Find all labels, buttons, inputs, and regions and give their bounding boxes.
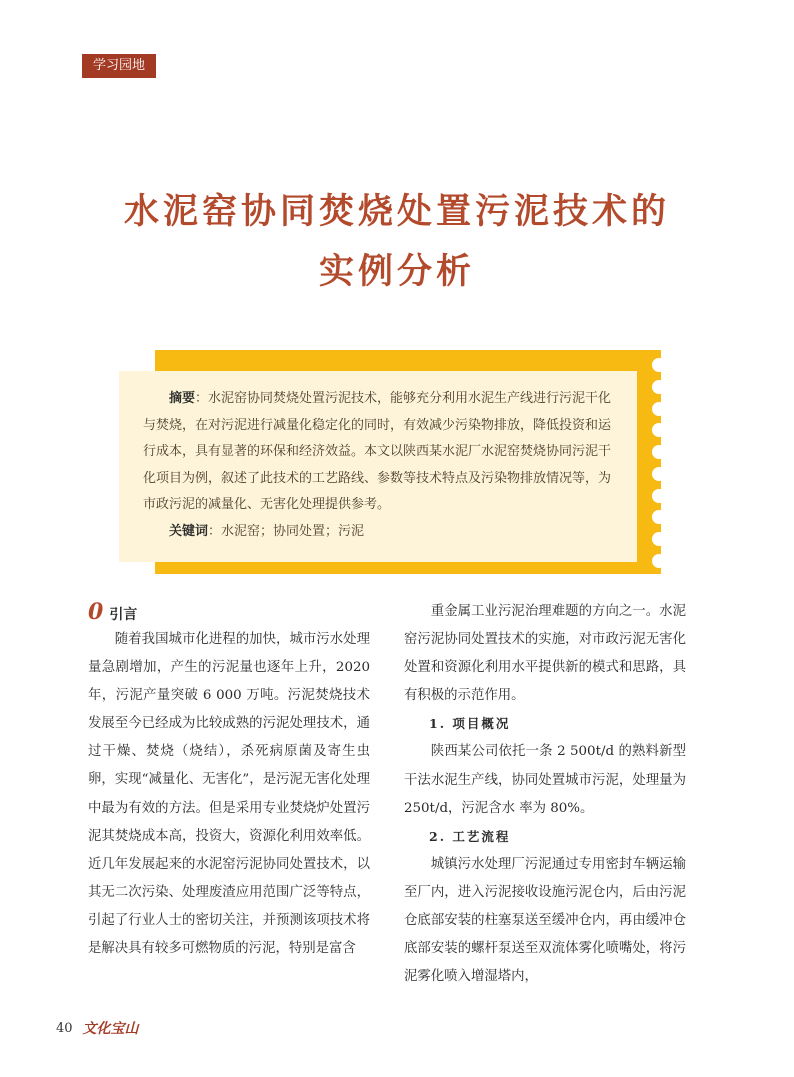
intro-heading-text: 引言 bbox=[109, 607, 138, 623]
intro-number: 0 bbox=[88, 599, 104, 625]
article-title-line1: 水泥窑协同焚烧处置污泥技术的 bbox=[123, 192, 670, 232]
abstract-paragraph bbox=[143, 386, 615, 519]
intro-paragraph: 随着我国城市化进程的加快，城市污水处理量急剧增加，产生的污泥量也逐年上升，2020 年，污泥产量突破 6 000 万吨。污泥焚烧技术发展至今已经成为比较成熟的污泥处理技术，通过干燥、焚烧（烧结），杀死病原菌及寄生虫卵，实现“减量化、无害化”，是污泥无害化处理中最为有效的方法。但是采用专业焚烧炉处置污泥其焚烧成本高，投资大，资源化利用效率低。近几年发展起来的水泥窑污泥协同处置技术，以其无二次污染、处理废渣应用范围广泛等特点，引起了行业人士的密切关注，并预测该项技术将是解决具有较多可燃物质的污泥，特别是富含 bbox=[88, 632, 370, 957]
keywords-label: 关键词 bbox=[169, 523, 209, 539]
page-number: 40 bbox=[56, 1020, 73, 1036]
project-overview-paragraph: 陕西某公司依托一条 2 500t/d 的熟料新型干法水泥生产线，协同处置城市污泥，处理量为 250t/d，污泥含水 率为 80%。 bbox=[404, 744, 686, 816]
stamp-notches bbox=[652, 358, 670, 568]
heading-project-overview: 1. 项目概况 bbox=[429, 716, 511, 732]
abstract-box bbox=[119, 371, 637, 562]
right-column bbox=[404, 598, 686, 991]
intro-heading bbox=[88, 598, 370, 626]
abstract-text: ：水泥窑协同焚烧处置污泥技术，能够充分利用水泥生产线进行污泥干化与焚烧，在对污泥进行减量化稳定化的同时，有效减少污染物排放，降低投资和运行成本，具有显著的环保和经济效益。本文以陕西某水泥厂水泥窑焚烧协同污泥干化项目为例，叙述了此技术的工艺路线、参数等技术特点及污染物排放情况等，为市政污泥的减量化、无害化处理提供参考。 bbox=[143, 391, 612, 512]
keywords-text: ：水泥窑；协同处置；污泥 bbox=[208, 523, 365, 539]
article-title-line2: 实例分析 bbox=[318, 252, 475, 292]
continuation-paragraph: 重金属工业污泥治理难题的方向之一。水泥窑污泥协同处置技术的实施，对市政污泥无害化处置和资源化利用水平提供新的模式和思路，具有积极的示范作用。 bbox=[404, 604, 686, 704]
magazine-logo: 文化宝山 bbox=[82, 1021, 139, 1037]
abstract-label: 摘要 bbox=[169, 391, 196, 406]
heading-process-flow: 2. 工艺流程 bbox=[429, 828, 511, 844]
keywords-paragraph bbox=[143, 519, 615, 546]
section-tag: 学习园地 bbox=[82, 54, 156, 78]
process-flow-paragraph: 城镇污水处理厂污泥通过专用密封车辆运输至厂内，进入污泥接收设施污泥仓内，后由污泥仓底部安装的柱塞泵送至缓冲仓内，再由缓冲仓底部安装的螺杆泵送至双流体雾化喷嘴处，将污泥雾化喷入增湿塔内， bbox=[404, 856, 686, 985]
left-column bbox=[88, 598, 370, 963]
page-footer bbox=[56, 1018, 139, 1038]
